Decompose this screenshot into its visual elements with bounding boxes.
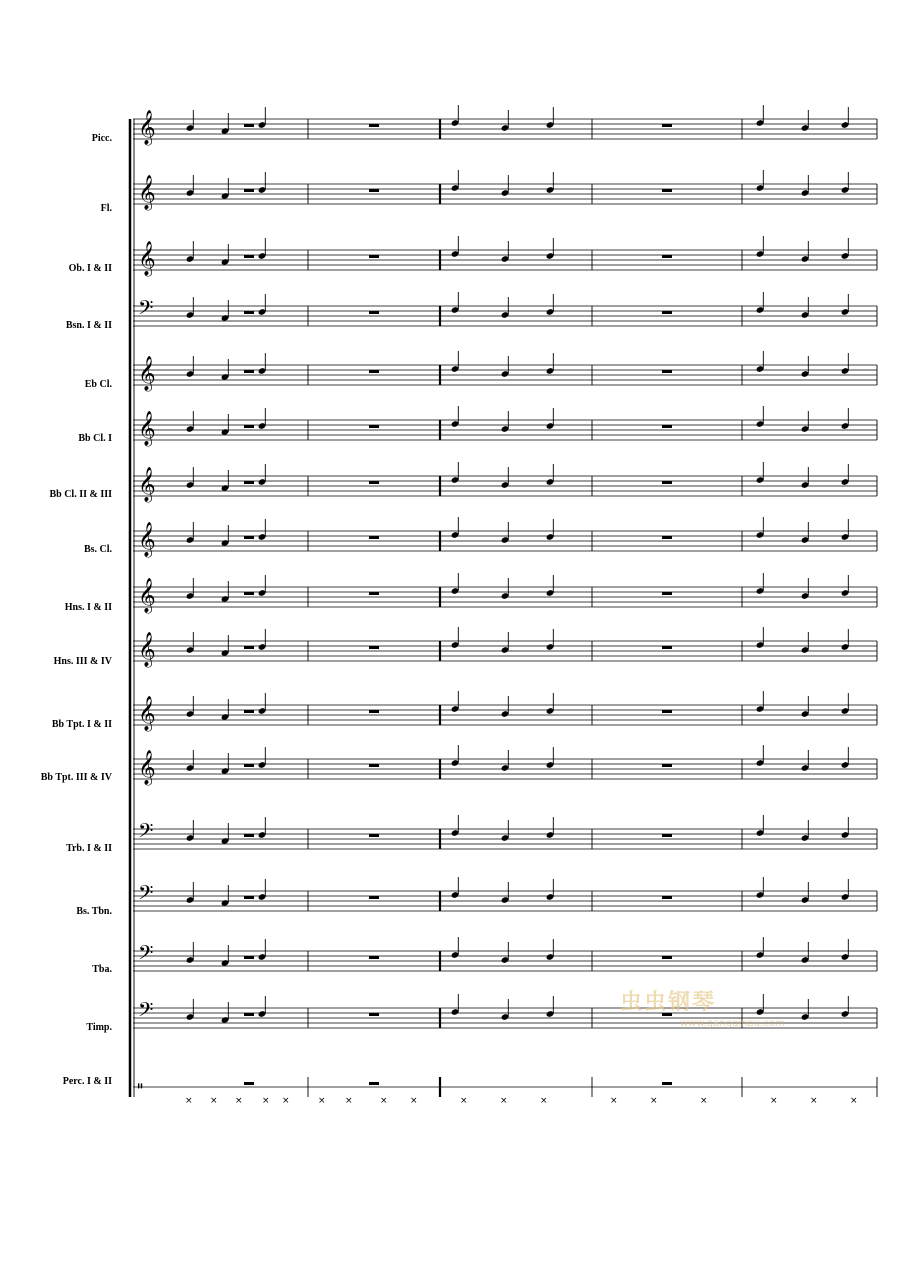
instrument-label: Bb Cl. II & III bbox=[49, 489, 112, 500]
x-notehead: × bbox=[460, 1096, 468, 1106]
x-notehead: × bbox=[650, 1096, 658, 1106]
whole-rest bbox=[662, 592, 672, 595]
x-notehead: × bbox=[210, 1096, 218, 1106]
whole-rest bbox=[369, 834, 379, 837]
instrument-label: Fl. bbox=[100, 203, 112, 214]
instrument-label: Eb Cl. bbox=[84, 379, 112, 390]
whole-rest bbox=[369, 592, 379, 595]
whole-rest bbox=[244, 956, 254, 959]
whole-rest bbox=[662, 124, 672, 127]
treble-clef: 𝄞 bbox=[138, 241, 156, 276]
whole-rest bbox=[244, 1082, 254, 1085]
percussion-clef: 𝄥 bbox=[138, 1079, 143, 1095]
whole-rest bbox=[369, 189, 379, 192]
whole-rest bbox=[244, 536, 254, 539]
whole-rest bbox=[662, 536, 672, 539]
whole-rest bbox=[662, 481, 672, 484]
x-notehead: × bbox=[345, 1096, 353, 1106]
x-notehead: × bbox=[500, 1096, 508, 1106]
treble-clef: 𝄞 bbox=[138, 632, 156, 667]
x-notehead: × bbox=[850, 1096, 858, 1106]
whole-rest bbox=[244, 764, 254, 767]
x-notehead: × bbox=[540, 1096, 548, 1106]
instrument-label: Bb Tpt. I & II bbox=[51, 719, 112, 730]
bass-clef: 𝄢 bbox=[138, 998, 154, 1026]
bass-clef: 𝄢 bbox=[138, 881, 154, 909]
x-notehead: × bbox=[610, 1096, 618, 1106]
x-notehead: × bbox=[318, 1096, 326, 1106]
instrument-label: Bb Tpt. III & IV bbox=[40, 772, 112, 783]
whole-rest bbox=[369, 370, 379, 373]
treble-clef: 𝄞 bbox=[138, 578, 156, 613]
x-notehead: × bbox=[810, 1096, 818, 1106]
whole-rest bbox=[244, 834, 254, 837]
whole-rest bbox=[244, 124, 254, 127]
whole-rest bbox=[662, 956, 672, 959]
treble-clef: 𝄞 bbox=[138, 356, 156, 391]
instrument-label: Bsn. I & II bbox=[65, 320, 112, 331]
whole-rest bbox=[369, 956, 379, 959]
treble-clef: 𝄞 bbox=[138, 411, 156, 446]
whole-rest bbox=[369, 710, 379, 713]
whole-rest bbox=[244, 710, 254, 713]
x-notehead: × bbox=[700, 1096, 708, 1106]
whole-rest bbox=[244, 189, 254, 192]
whole-rest bbox=[662, 896, 672, 899]
bass-clef: 𝄢 bbox=[138, 296, 154, 324]
whole-rest bbox=[369, 255, 379, 258]
whole-rest bbox=[244, 1013, 254, 1016]
instrument-label: Tba. bbox=[92, 964, 112, 975]
whole-rest bbox=[244, 592, 254, 595]
whole-rest bbox=[369, 1013, 379, 1016]
x-notehead: × bbox=[282, 1096, 290, 1106]
whole-rest bbox=[244, 370, 254, 373]
whole-rest bbox=[369, 646, 379, 649]
whole-rest bbox=[369, 481, 379, 484]
whole-rest bbox=[662, 425, 672, 428]
treble-clef: 𝄞 bbox=[138, 750, 156, 785]
x-notehead: × bbox=[185, 1096, 193, 1106]
whole-rest bbox=[369, 425, 379, 428]
watermark-logo: 虫虫钢琴 bbox=[620, 990, 717, 1015]
x-notehead: × bbox=[410, 1096, 418, 1106]
whole-rest bbox=[369, 1082, 379, 1085]
whole-rest bbox=[662, 764, 672, 767]
x-notehead: × bbox=[262, 1096, 270, 1106]
x-notehead: × bbox=[235, 1096, 243, 1106]
instrument-label: Hns. I & II bbox=[64, 602, 112, 613]
whole-rest bbox=[244, 425, 254, 428]
whole-rest bbox=[662, 834, 672, 837]
whole-rest bbox=[662, 311, 672, 314]
whole-rest bbox=[662, 1082, 672, 1085]
instrument-label: Trb. I & II bbox=[66, 843, 112, 854]
whole-rest bbox=[662, 255, 672, 258]
instrument-label: Picc. bbox=[91, 133, 112, 144]
instrument-label: Bs. Tbn. bbox=[76, 906, 112, 917]
whole-rest bbox=[244, 481, 254, 484]
treble-clef: 𝄞 bbox=[138, 696, 156, 731]
instrument-label: Bb Cl. I bbox=[78, 433, 112, 444]
whole-rest bbox=[662, 710, 672, 713]
whole-rest bbox=[244, 311, 254, 314]
bass-clef: 𝄢 bbox=[138, 819, 154, 847]
instrument-label: Hns. III & IV bbox=[53, 656, 112, 667]
x-notehead: × bbox=[380, 1096, 388, 1106]
instrument-label: Timp. bbox=[86, 1022, 112, 1033]
whole-rest bbox=[244, 896, 254, 899]
whole-rest bbox=[369, 311, 379, 314]
whole-rest bbox=[369, 764, 379, 767]
instrument-label: Perc. I & II bbox=[62, 1076, 112, 1087]
whole-rest bbox=[369, 896, 379, 899]
watermark-url: www.gangqinpu.com bbox=[680, 1018, 785, 1029]
whole-rest bbox=[662, 646, 672, 649]
whole-rest bbox=[662, 370, 672, 373]
treble-clef: 𝄞 bbox=[138, 522, 156, 557]
treble-clef: 𝄞 bbox=[138, 467, 156, 502]
treble-clef: 𝄞 bbox=[138, 175, 156, 210]
bass-clef: 𝄢 bbox=[138, 941, 154, 969]
whole-rest bbox=[244, 255, 254, 258]
whole-rest bbox=[244, 646, 254, 649]
whole-rest bbox=[369, 124, 379, 127]
treble-clef: 𝄞 bbox=[138, 110, 156, 145]
instrument-label: Bs. Cl. bbox=[83, 544, 112, 555]
whole-rest bbox=[369, 536, 379, 539]
instrument-label: Ob. I & II bbox=[68, 263, 112, 274]
x-notehead: × bbox=[770, 1096, 778, 1106]
whole-rest bbox=[662, 189, 672, 192]
